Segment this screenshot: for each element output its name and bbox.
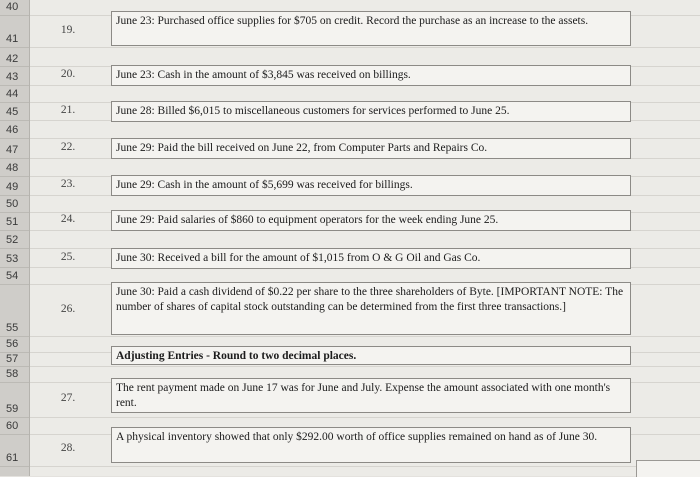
transaction-description[interactable]: June 30: Paid a cash dividend of $0.22 per share to the three shareholders of Byte. [IMPORTANT NOTE: The number of shares of capital stock outstanding can be determined from the first three transactions.] bbox=[111, 282, 631, 335]
row-number[interactable]: 54 bbox=[6, 270, 19, 282]
row-number[interactable]: 49 bbox=[6, 181, 19, 193]
row-number[interactable]: 44 bbox=[6, 88, 19, 100]
row-number[interactable]: 60 bbox=[6, 420, 19, 432]
item-number: 19. bbox=[60, 24, 76, 36]
section-heading: Adjusting Entries - Round to two decimal places. bbox=[111, 346, 631, 365]
item-number: 27. bbox=[60, 392, 76, 404]
transaction-description[interactable]: June 29: Paid the bill received on June 22, from Computer Parts and Repairs Co. bbox=[111, 138, 631, 159]
row-number[interactable]: 57 bbox=[6, 353, 19, 365]
row-number[interactable]: 43 bbox=[6, 71, 19, 83]
answer-cell[interactable] bbox=[636, 460, 700, 477]
transaction-description[interactable]: The rent payment made on June 17 was for June and July. Expense the amount associated with one month's rent. bbox=[111, 378, 631, 413]
row-number[interactable]: 47 bbox=[6, 144, 19, 156]
row-number[interactable]: 45 bbox=[6, 106, 19, 118]
row-number[interactable]: 41 bbox=[6, 33, 19, 45]
item-number: 22. bbox=[60, 141, 76, 153]
row-number[interactable]: 58 bbox=[6, 368, 19, 380]
row-number[interactable]: 52 bbox=[6, 234, 19, 246]
row-number[interactable]: 55 bbox=[6, 322, 19, 334]
row-number[interactable]: 46 bbox=[6, 124, 19, 136]
item-number: 21. bbox=[60, 104, 76, 116]
item-number: 23. bbox=[60, 178, 76, 190]
transaction-description[interactable]: June 29: Paid salaries of $860 to equipment operators for the week ending June 25. bbox=[111, 210, 631, 231]
transaction-description[interactable]: June 29: Cash in the amount of $5,699 was received for billings. bbox=[111, 175, 631, 196]
item-number: 20. bbox=[60, 68, 76, 80]
row-number[interactable]: 50 bbox=[6, 198, 19, 210]
row-number[interactable]: 40 bbox=[6, 1, 19, 13]
row-number[interactable]: 42 bbox=[6, 53, 19, 65]
row-header-gutter bbox=[0, 0, 30, 476]
row-number[interactable]: 53 bbox=[6, 253, 19, 265]
transaction-description[interactable]: June 30: Received a bill for the amount of $1,015 from O & G Oil and Gas Co. bbox=[111, 248, 631, 269]
item-number: 25. bbox=[60, 251, 76, 263]
transaction-description[interactable]: June 23: Cash in the amount of $3,845 was received on billings. bbox=[111, 65, 631, 86]
transaction-description[interactable]: A physical inventory showed that only $292.00 worth of office supplies remained on hand as of June 30. bbox=[111, 427, 631, 463]
item-number: 26. bbox=[60, 303, 76, 315]
transaction-description[interactable]: June 23: Purchased office supplies for $705 on credit. Record the purchase as an increase to the assets. bbox=[111, 11, 631, 46]
row-number[interactable]: 59 bbox=[6, 403, 19, 415]
row-number[interactable]: 48 bbox=[6, 162, 19, 174]
item-number: 24. bbox=[60, 213, 76, 225]
item-number: 28. bbox=[60, 442, 76, 454]
row-number[interactable]: 61 bbox=[6, 452, 19, 464]
row-number[interactable]: 51 bbox=[6, 216, 19, 228]
transaction-description[interactable]: June 28: Billed $6,015 to miscellaneous customers for services performed to June 25. bbox=[111, 101, 631, 122]
row-number[interactable]: 56 bbox=[6, 338, 19, 350]
